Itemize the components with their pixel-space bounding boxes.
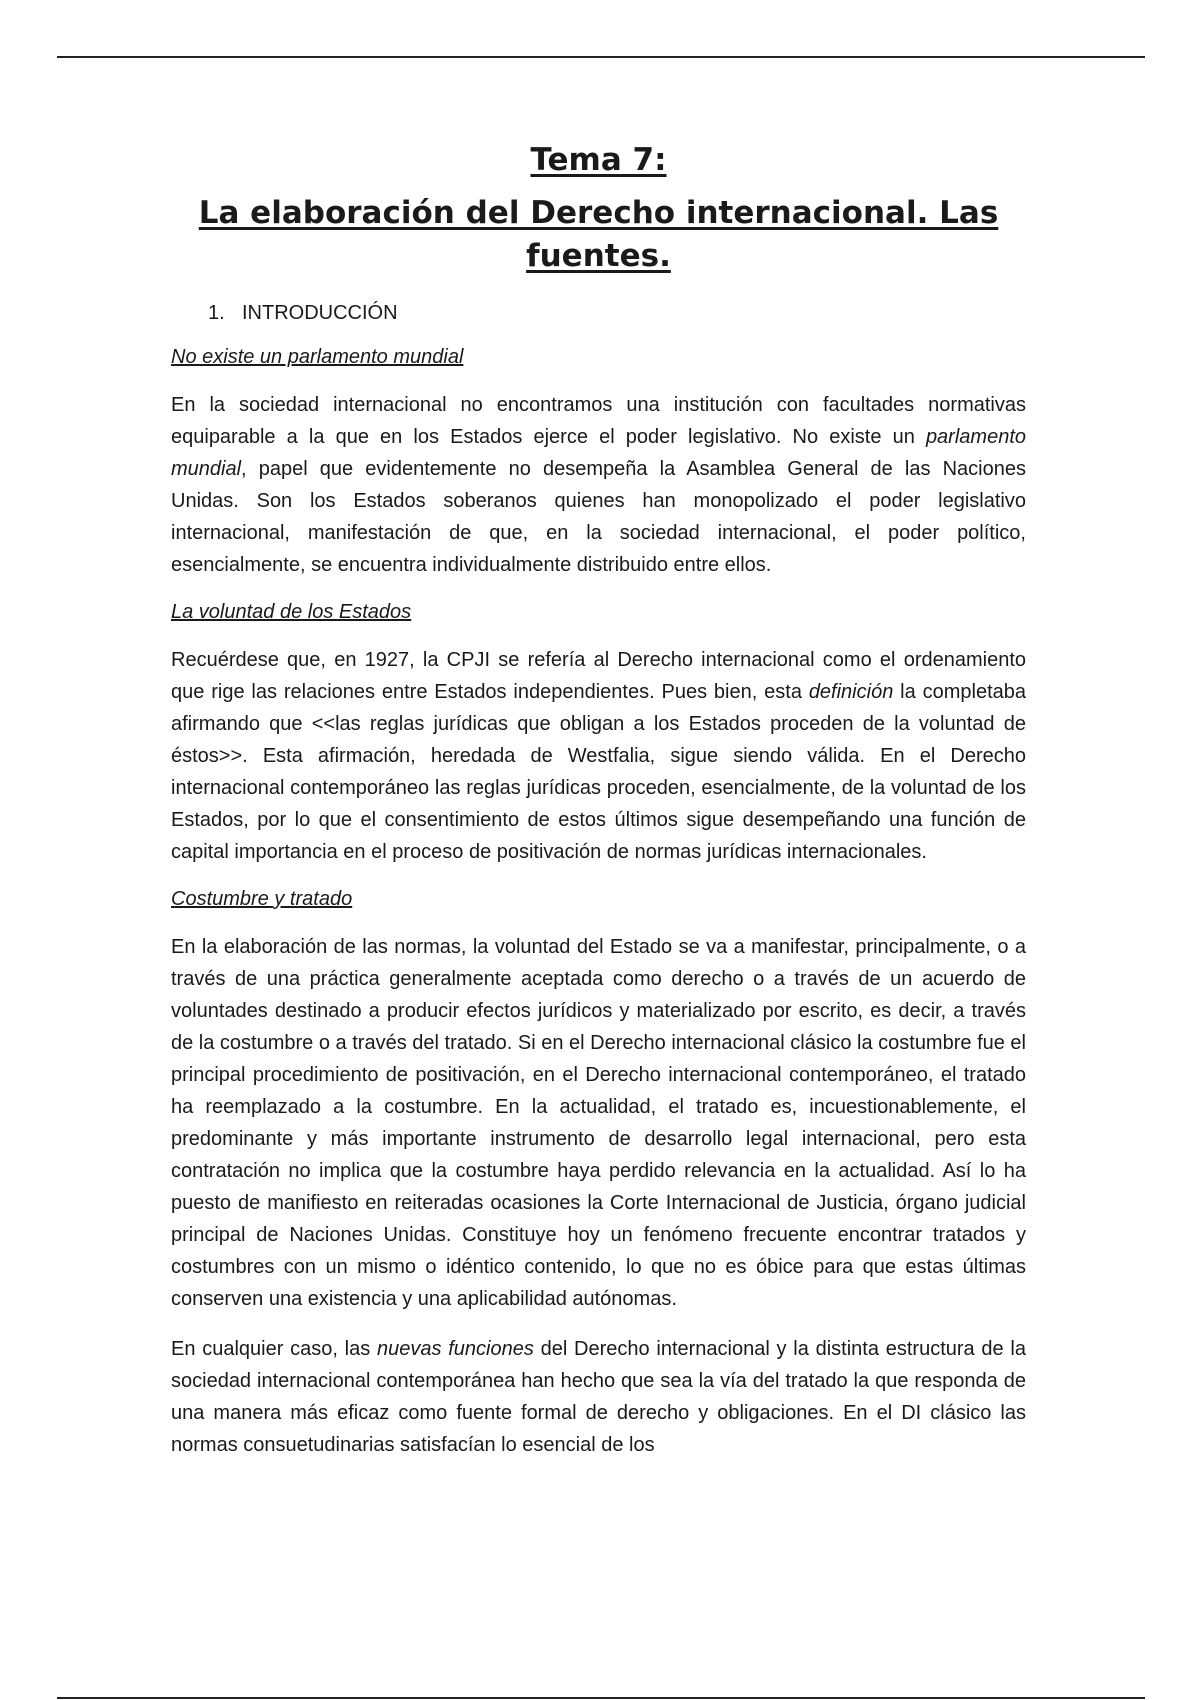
paragraph-2-text-a: Recuérdese que, en 1927, la CPJI se refería al Derecho internacional como el ordenamiento que rige las relaciones entre Estados independientes. Pues bien, esta	[171, 649, 1026, 703]
header-rule	[57, 56, 1145, 58]
section-heading-introduccion	[208, 299, 1026, 327]
paragraph-3: En la elaboración de las normas, la voluntad del Estado se va a manifestar, principalmente, o a través de una práctica generalmente aceptada como derecho o a través de un acuerdo de voluntades destinado a producir efectos jurídicos y materializado por escrito, es decir, a través de la costumbre o a través del tratado. Si en el Derecho internacional clásico la costumbre fue el principal procedimiento de positivación, en el Derecho internacional contemporáneo, el tratado ha reemplazado a la costumbre. En la actualidad, el tratado es, incuestionablemente, el predominante y más importante instrumento de desarrollo legal internacional, pero esta contratación no implica que la costumbre haya perdido relevancia en la actualidad. Así lo ha puesto de manifiesto en reiteradas ocasiones la Corte Internacional de Justicia, órgano judicial principal de Naciones Unidas. Constituye hoy un fenómeno frecuente encontrar tratados y costumbres con un mismo o idéntico contenido, lo que no es óbice para que estas últimas conserven una existencia y una aplicabilidad autónomas.	[171, 936, 1026, 1310]
paragraph-4-text-a: En cualquier caso, las	[171, 1338, 377, 1360]
footer-rule	[57, 1697, 1145, 1699]
paragraph-1-text-a: En la sociedad internacional no encontramos una institución con facultades normativas equiparable a la que en los Estados ejerce el poder legislativo. No existe un	[171, 394, 1026, 448]
paragraph-4-emphasis: nuevas funciones	[377, 1338, 534, 1360]
paragraph-1-emphasis: parlamento mundial	[171, 426, 1026, 480]
paragraph-4-text-b: del Derecho internacional y la distinta estructura de la sociedad internacional contemporánea han hecho que sea la vía del tratado la que responda de una manera más eficaz como fuente formal de derecho y obligaciones. En el DI clásico las normas consuetudinarias satisfacían lo esencial de los	[171, 1338, 1026, 1456]
document-body	[171, 138, 1026, 1461]
paragraph-2-text-b: la completaba afirmando que <<las reglas jurídicas que obligan a los Estados proceden de la voluntad de éstos>>. Esta afirmación, heredada de Westfalia, sigue siendo válida. En el Derecho internacional contemporáneo las reglas jurídicas proceden, esencialmente, de la voluntad de los Estados, por lo que el consentimiento de estos últimos sigue desempeñando una función de capital importancia en el proceso de positivación de normas jurídicas internacionales.	[171, 681, 1026, 863]
subheading-costumbre: Costumbre y tratado	[171, 888, 353, 910]
paragraph-2	[171, 644, 1026, 868]
paragraph-1	[171, 389, 1026, 581]
subheading-parlamento: No existe un parlamento mundial	[171, 346, 464, 368]
subheading-voluntad: La voluntad de los Estados	[171, 601, 412, 623]
paragraph-1-text-b: , papel que evidentemente no desempeña la Asamblea General de las Naciones Unidas. Son los Estados soberanos quienes han monopolizado el poder legislativo internacional, manifestación de que, en la sociedad internacional, el poder político, esencialmente, se encuentra individualmente distribuido entre ellos.	[171, 458, 1026, 576]
section-label: INTRODUCCIÓN	[242, 302, 398, 324]
paragraph-4	[171, 1333, 1026, 1461]
paragraph-2-emphasis: definición	[808, 681, 894, 703]
page-subtitle: La elaboración del Derecho internacional. Las fuentes.	[198, 195, 999, 274]
page-title: Tema 7:	[530, 142, 667, 178]
section-number: 1.	[208, 302, 225, 324]
